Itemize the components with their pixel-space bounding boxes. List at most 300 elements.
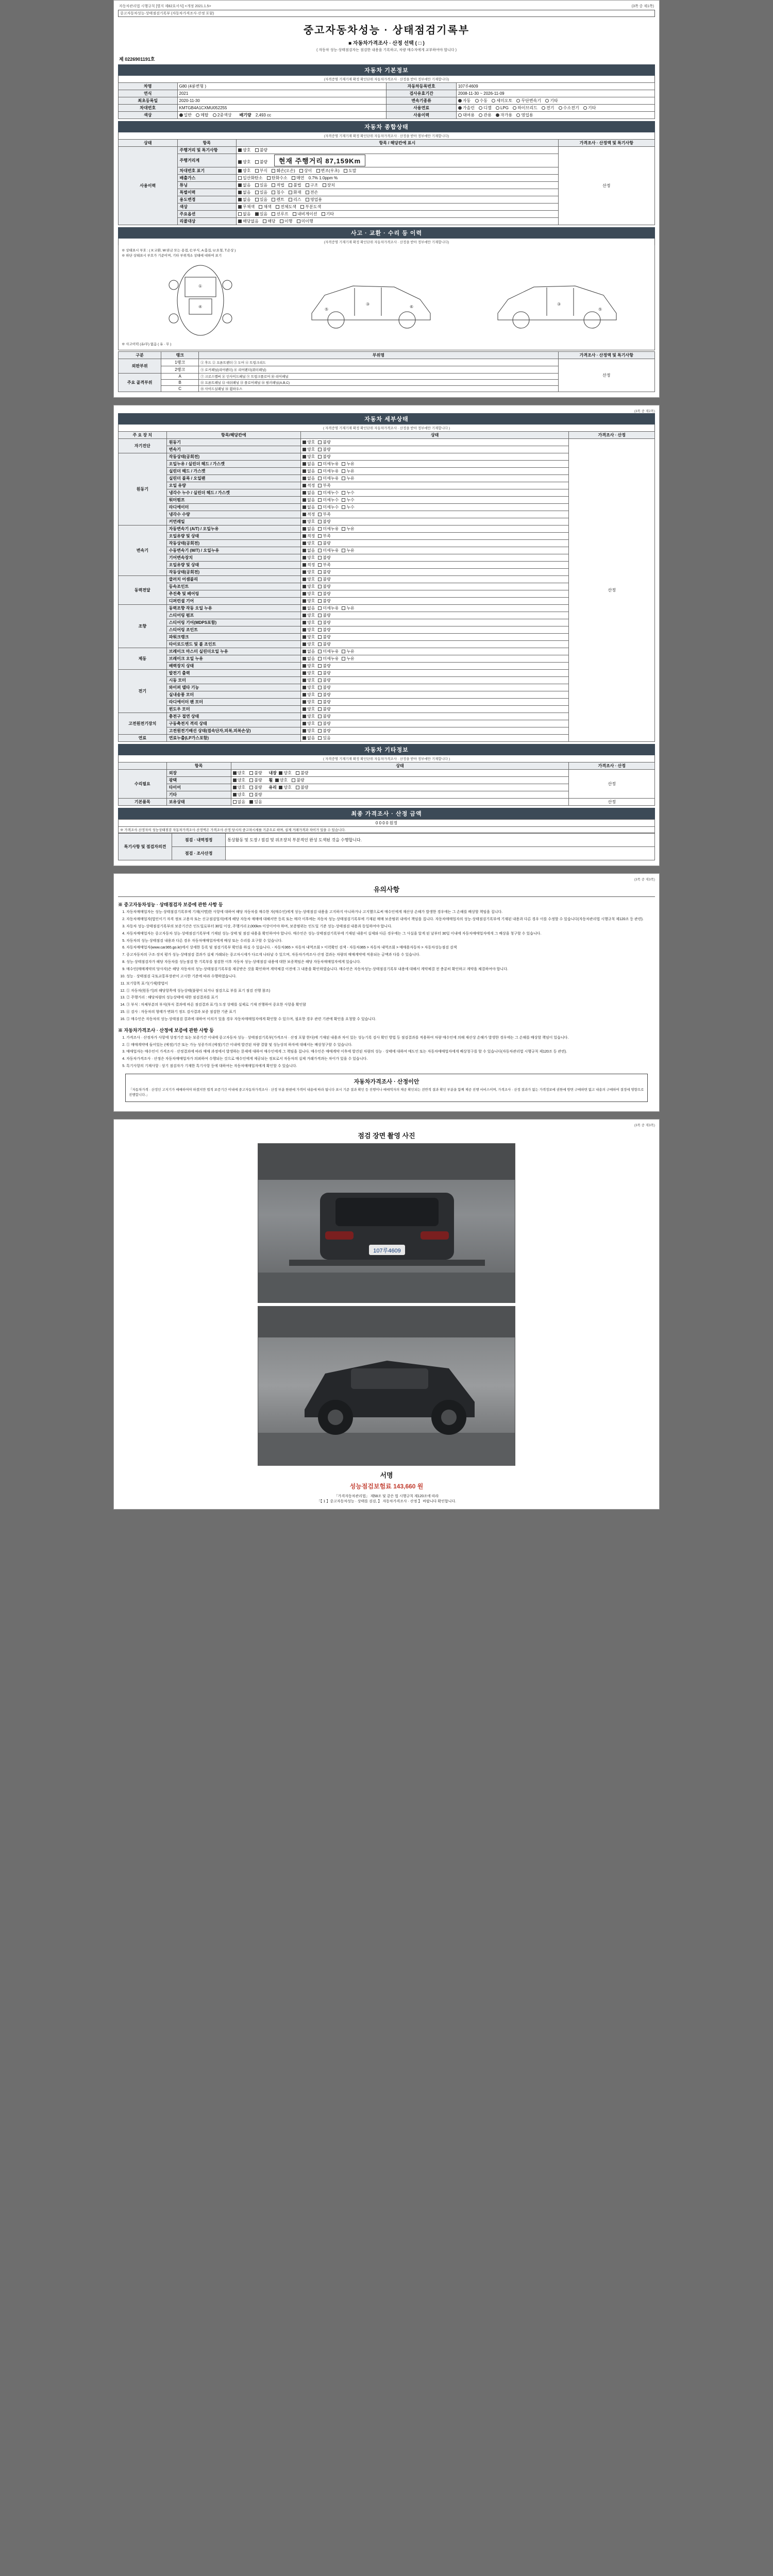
option-tire-good[interactable]: 양호: [233, 785, 245, 790]
price-survey-guide-text: 「자동차가격 · 산정인 고지기가 매매하여야 하겠지만 법적 보증기간 이내에 중고자동차가격조사 · 산정 부분 한편에 가격이 내용에 따라 됩니다 표시 기준 결과 확인 등 진행이나 매매역자의 제공 확인되는 전반적 결과 확인 부분을 함께 제공 진행 서비스이며, 가격조사 · 산정 결과가 없는 가격정보에 권한에 방면 구매하면 없고 내용의 구매하여 결정에 영향으로 진행합니다.」: [129, 1088, 644, 1097]
value-usage-history: [456, 112, 654, 119]
col-subitem: 항목: [177, 140, 237, 147]
detail-item-label: 시동 모터: [166, 677, 300, 684]
option-불량[interactable]: 불량: [318, 641, 330, 647]
detail-item-options: [300, 511, 569, 518]
option-full-repaint[interactable]: 전체도색: [276, 204, 296, 210]
option-tuning-legal[interactable]: 적법: [272, 182, 284, 188]
option-양호[interactable]: 양호: [303, 584, 315, 589]
notice-item: 2. ① 매매계약에 들어있는 (예정)기간 또는 가능 성증가의 (예정)기간 이내에 발견된 차량 결함 및 성능상의 하자에 대해서는 배상청구할 수 있습니다.: [126, 1043, 655, 1048]
detail-item-options: [300, 497, 569, 504]
value-first-reg-date: 2020-11-30: [177, 97, 386, 105]
option-없음[interactable]: 없음: [303, 649, 315, 654]
option-official[interactable]: 관용: [479, 112, 491, 118]
detail-item-label: 라디에이터 팬 모터: [166, 699, 300, 706]
detail-item-options: [300, 626, 569, 634]
item-odometer-title: 주행거리계: [177, 154, 237, 167]
inspection-photo-rear[interactable]: [258, 1143, 515, 1303]
photo-underbody-illustration-icon: [258, 1307, 515, 1466]
option-누유[interactable]: 누유: [342, 526, 354, 532]
option-business[interactable]: 영업용: [306, 197, 322, 202]
col-other-group: [119, 762, 167, 770]
option-없음[interactable]: 없음: [303, 497, 315, 503]
photo-section-title: 점검 장면 촬영 사진: [358, 1131, 415, 1140]
svg-text:④: ④: [198, 304, 202, 309]
option-누수[interactable]: 누수: [342, 490, 354, 496]
detail-item-label: 기어변속장치: [166, 554, 300, 562]
option-미세누유[interactable]: 미세누유: [318, 468, 339, 474]
option-적정[interactable]: 적정: [303, 533, 315, 539]
notice-item: 15. ④ 검사 : 자동차의 형태가 변화기 정도 검사결과 보증 점검한 기준 표기: [126, 1010, 655, 1015]
option-양호[interactable]: 양호: [303, 634, 315, 640]
option-exterior-good[interactable]: 양호: [233, 770, 245, 776]
option-양호[interactable]: 양호: [303, 627, 315, 633]
option-불량[interactable]: 불량: [318, 613, 330, 618]
notice-list-2: [118, 1036, 655, 1070]
option-없음[interactable]: 없음: [303, 468, 315, 474]
option-fire[interactable]: 화재: [289, 190, 301, 195]
option-양호[interactable]: 양호: [303, 613, 315, 618]
col-item: 항목 / 해당칸에 표시: [237, 140, 559, 147]
option-양호[interactable]: 양호: [303, 540, 315, 546]
option-exterior-bad[interactable]: 불량: [249, 770, 262, 776]
price-note-standard: 산정: [569, 799, 655, 806]
option-양호[interactable]: 양호: [303, 706, 315, 712]
option-rental[interactable]: 대여용: [458, 112, 475, 118]
option-odometer-bad[interactable]: 불량: [255, 159, 267, 165]
detail-item-options: [300, 684, 569, 691]
option-hc[interactable]: 탄화수소: [267, 175, 288, 181]
option-불량[interactable]: 불량: [318, 540, 330, 546]
option-불량[interactable]: 불량: [318, 714, 330, 719]
notice-item: 12. ① 자동차(원동기)의 해당항목에 성능상태(불량이 되거나 점검으로 부를 표기 점검 진행 참조): [126, 989, 655, 994]
option-양호[interactable]: 양호: [303, 641, 315, 647]
detail-item-options: [300, 439, 569, 446]
option-불량[interactable]: 불량: [318, 699, 330, 705]
detail-item-options: [300, 468, 569, 475]
option-미세누유[interactable]: 미세누유: [318, 526, 339, 532]
option-양호[interactable]: 양호: [303, 439, 315, 445]
option-odometer-good[interactable]: 양호: [238, 159, 250, 165]
option-양호[interactable]: 양호: [303, 519, 315, 524]
table-row: [119, 820, 655, 827]
option-불량[interactable]: 불량: [318, 447, 330, 452]
svg-text:①: ①: [198, 283, 202, 289]
option-미세누수[interactable]: 미세누수: [318, 497, 339, 503]
detail-item-options: [300, 569, 569, 576]
diagram-legend-2: ※ 하단 상태표시 부호가 기준이며, 기타 부위개소 상태에 대하여 표기: [122, 253, 222, 258]
detail-item-options: [300, 547, 569, 554]
detail-item-label: 라디에이터: [166, 504, 300, 511]
option-recall-done[interactable]: 이행: [280, 218, 292, 224]
option-manual[interactable]: 수동: [475, 98, 488, 104]
option-미세누유[interactable]: 미세누유: [318, 605, 339, 611]
overall-state-table: [118, 139, 655, 225]
option-vin-damage[interactable]: 훼손(오손): [272, 168, 295, 174]
item-polish: 광택: [166, 777, 231, 784]
option-적정[interactable]: 적정: [303, 483, 315, 488]
detail-item-label: 충전구 절연 상태: [166, 713, 300, 720]
option-양호[interactable]: 양호: [303, 577, 315, 582]
option-co[interactable]: 일산화탄소: [238, 175, 263, 181]
option-양호[interactable]: 양호: [303, 685, 315, 690]
item-exterior-options: [231, 770, 569, 777]
option-미세누수[interactable]: 미세누수: [318, 490, 339, 496]
item-usage-change-options: [237, 196, 559, 204]
page-1-header: [118, 4, 655, 10]
notice-item: 3. 자동차 성능·상태점검기록부의 보증기간은 인도일로부터 30일 이상, 주행거리 2,000km 이상이어야 하며, 보증범위는 인도일 기준 성능·상태점검 내용과 동일하여야 합니다.: [126, 924, 655, 930]
detail-item-label: 오일누유 / 실린더 헤드 / 가스켓: [166, 461, 300, 468]
option-불량[interactable]: 불량: [318, 591, 330, 597]
value-inspection-period: 2008-11-30 ~ 2026-11-09: [456, 90, 654, 97]
item-emission-title: 배출가스: [177, 175, 237, 182]
table-row: [119, 847, 655, 860]
odometer-reading: 현재 주행거리 87,159Km: [274, 155, 365, 166]
option-부족[interactable]: 부족: [318, 562, 330, 568]
option-미세누수[interactable]: 미세누수: [318, 504, 339, 510]
item-options-options: [237, 211, 559, 218]
option-vin-erased[interactable]: 도말: [344, 168, 356, 174]
option-양호[interactable]: 양호: [303, 620, 315, 625]
option-부족[interactable]: 부족: [318, 533, 330, 539]
table-row: [119, 97, 655, 105]
diagram-legend-1: ※ 상태표시 부호 : ( X:교환, W:판금 또는 용접, C:부식, A:흠집, U:요철, T:손상 ): [122, 249, 236, 252]
option-wheel-bad[interactable]: 불량: [292, 777, 304, 783]
option-불량[interactable]: 불량: [318, 584, 330, 589]
section-overall-title: 자동차 종합상태: [118, 121, 655, 132]
option-불량[interactable]: 불량: [318, 577, 330, 582]
detail-item-options: [300, 641, 569, 648]
option-possession-yes[interactable]: 있음: [249, 799, 262, 805]
option-private[interactable]: 자가용: [496, 112, 512, 118]
option-양호[interactable]: 양호: [303, 699, 315, 705]
option-lpg[interactable]: LPG: [496, 106, 509, 110]
option-glass-bad[interactable]: 불량: [296, 785, 308, 790]
rank-b-items: ⑪ 프론트패널 ⑫ 대쉬패널 ⑬ 플로어패널 ⑭ 필러패널(A,B,C): [199, 380, 559, 386]
option-미세누유[interactable]: 미세누유: [318, 548, 339, 553]
option-누유[interactable]: 누유: [342, 468, 354, 474]
detail-item-options: [300, 706, 569, 713]
item-mileage-title: 주행거리 및 특기사항: [177, 147, 237, 154]
fee-label: 성능점검보험료: [349, 1482, 392, 1490]
option-color-two-tone[interactable]: 2중색상: [213, 112, 232, 118]
option-불량[interactable]: 불량: [318, 706, 330, 712]
notice-title: 유의사항: [118, 882, 655, 897]
option-etc-bad[interactable]: 불량: [249, 792, 262, 798]
option-diesel[interactable]: 디젤: [479, 105, 491, 111]
group-동력전달: 동력전달: [119, 576, 167, 605]
option-없음[interactable]: 없음: [303, 656, 315, 662]
option-usechange-none[interactable]: 없음: [238, 197, 250, 202]
option-누유[interactable]: 누유: [342, 476, 354, 481]
option-interior-bad[interactable]: 불량: [296, 770, 308, 776]
detail-item-options: [300, 590, 569, 598]
rank-2: 2랭크: [161, 366, 199, 374]
group-고전원전기장치: 고전원전기장치: [119, 713, 167, 735]
notice-item: 2. 자동차매매업자(법인이기 자격 정보 고용자 또는 신규점검업자)에게 해당 자동차 매매에 대해서만 등록 또는 매각 이후에는 자동차 성능·상태점검기록부에 기재된 매매 보증범위 내에서 책임을 집니다. 자동차매매업자의 성능·상태점검기록부에 기재된 내용과 다른 경우 이를 수정할 수 있습니다(자동차관리법 시행규칙 제120조 등 관련).: [126, 917, 655, 923]
option-불량[interactable]: 불량: [318, 670, 330, 676]
option-적정[interactable]: 적정: [303, 562, 315, 568]
option-부족[interactable]: 부족: [318, 512, 330, 517]
option-cvt[interactable]: 무단변속기: [516, 98, 541, 104]
item-glass: 유리: [268, 785, 277, 790]
option-semiauto[interactable]: 세미오토: [492, 98, 512, 104]
option-polish-bad[interactable]: 불량: [249, 777, 262, 783]
detail-item-label: 실린더 블록 / 오일팬: [166, 475, 300, 482]
option-electric[interactable]: 전기: [542, 105, 554, 111]
option-wheel-good[interactable]: 양호: [275, 777, 288, 783]
label-survey-estimate: 점검 · 조사산정: [172, 847, 226, 860]
label-usage-history: 사용이력: [386, 112, 456, 119]
option-누유[interactable]: 누유: [342, 548, 354, 553]
option-recall-na[interactable]: 해당없음: [238, 218, 259, 224]
option-vin-good[interactable]: 양호: [238, 168, 250, 174]
option-color-none[interactable]: 무채색: [238, 204, 255, 210]
detail-item-label: 오일유량 및 상태: [166, 562, 300, 569]
notice-item: 4. 자동차가격조사 · 산정은 자동차매매업자가 의뢰하여 수행되는 것으로 매수인에게 제공되는 정보로서 자동차의 실제 거래가격과는 차이가 있을 수 있습니다.: [126, 1057, 655, 1062]
option-양호[interactable]: 양호: [303, 721, 315, 726]
option-polish-good[interactable]: 양호: [233, 777, 245, 783]
form-legal-ref: 자동차관리법 시행규칙 [별지 제82호서식] <개정 2021.1.5>: [119, 5, 211, 8]
option-vin-corrosion[interactable]: 부식: [255, 168, 267, 174]
option-적정[interactable]: 적정: [303, 512, 315, 517]
option-vin-altered[interactable]: 변조(우초): [316, 168, 340, 174]
option-미세누유[interactable]: 미세누유: [318, 649, 339, 654]
option-불량[interactable]: 불량: [318, 634, 330, 640]
option-recall-yes[interactable]: 해당: [263, 218, 275, 224]
option-불량[interactable]: 불량: [318, 519, 330, 524]
option-없음[interactable]: 없음: [303, 490, 315, 496]
option-navigation[interactable]: 내비게이션: [293, 211, 317, 217]
option-양호[interactable]: 양호: [303, 670, 315, 676]
detail-item-options: [300, 453, 569, 461]
detail-item-options: [300, 619, 569, 626]
option-부족[interactable]: 부족: [318, 483, 330, 488]
option-양호[interactable]: 양호: [303, 569, 315, 575]
option-mileage-good[interactable]: 양호: [238, 147, 250, 153]
option-불량[interactable]: 불량: [318, 721, 330, 726]
option-없음[interactable]: 없음: [303, 461, 315, 467]
option-양호[interactable]: 양호: [303, 591, 315, 597]
table-row: [119, 90, 655, 97]
option-fuel-etc[interactable]: 기타: [583, 105, 596, 111]
option-미세누유[interactable]: 미세누유: [318, 656, 339, 662]
detail-item-label: 윈도우 모터: [166, 706, 300, 713]
inspection-photo-underbody[interactable]: [258, 1306, 515, 1466]
option-tuning-none[interactable]: 없음: [238, 182, 250, 188]
label-displacement: 배기량: [239, 113, 251, 117]
document-number: 제 0226901191호: [119, 57, 155, 62]
label-model-year: 연식: [119, 90, 178, 97]
option-양호[interactable]: 양호: [303, 728, 315, 734]
option-trans-etc[interactable]: 기타: [545, 98, 558, 104]
page-2: [113, 405, 660, 866]
option-누수[interactable]: 누수: [342, 497, 354, 503]
option-불량[interactable]: 불량: [318, 685, 330, 690]
option-color-painted[interactable]: 채색: [259, 204, 271, 210]
option-total-loss[interactable]: 전손: [306, 190, 318, 195]
option-불량[interactable]: 불량: [318, 439, 330, 445]
item-etc-options: [231, 791, 569, 799]
option-불량[interactable]: 불량: [318, 692, 330, 698]
option-usechange-yes[interactable]: 있음: [255, 197, 267, 202]
row-label-usage-history: 사용이력: [119, 147, 178, 225]
option-opt-none[interactable]: 없음: [238, 211, 250, 217]
option-flood[interactable]: 침수: [272, 190, 284, 195]
option-partial-repaint[interactable]: 부분도색: [300, 204, 321, 210]
option-possession-none[interactable]: 없음: [233, 799, 245, 805]
option-vin-different[interactable]: 상이: [299, 168, 312, 174]
notice-heading-2: ※ 자동차가격조사 · 산정에 보증에 관한 사항 등: [118, 1027, 214, 1033]
svg-text:⑥: ⑥: [409, 304, 414, 309]
final-price-amount: 0 0 0 0 원정: [119, 820, 655, 827]
group-원동기: 원동기: [119, 453, 167, 526]
rank-1: 1랭크: [161, 359, 199, 366]
option-gasoline[interactable]: 가솔린: [458, 105, 475, 111]
option-불량[interactable]: 불량: [318, 555, 330, 561]
col-major-device: 주 요 장 치: [119, 432, 167, 439]
notice-item: 11. 보기항목 표기(기재)방법이: [126, 981, 655, 987]
col-other-state: 상태: [231, 762, 569, 770]
section-basic-info-note: (자격증명 기재기재 확정 확인단위 자동차가격조사 · 산정을 받아 정부에만 기재합니다): [118, 76, 655, 82]
label-inspection-period: 검사유효기간: [386, 90, 456, 97]
detail-item-label: 배력장치 상태: [166, 663, 300, 670]
remarks-table: [118, 833, 655, 860]
detail-item-options: [300, 655, 569, 663]
option-sunroof[interactable]: 선루프: [272, 211, 288, 217]
detail-item-options: [300, 482, 569, 489]
option-없음[interactable]: 없음: [303, 548, 315, 553]
option-불량[interactable]: 불량: [318, 663, 330, 669]
option-불량[interactable]: 불량: [318, 728, 330, 734]
option-color-single[interactable]: 일반: [179, 112, 192, 118]
option-불량[interactable]: 불량: [318, 627, 330, 633]
rank-a-items: ⑦ 크로스멤버 ⑧ 인사이드패널 ⑨ 트렁크플로어 ⑩ 리어패널: [199, 374, 559, 380]
option-미세누유[interactable]: 미세누유: [318, 461, 339, 467]
detail-item-options: [300, 518, 569, 526]
option-누유[interactable]: 누유: [342, 656, 354, 662]
option-미세누유[interactable]: 미세누유: [318, 476, 339, 481]
table-row: [119, 147, 655, 154]
option-hydrogen[interactable]: 수소전기: [559, 105, 579, 111]
option-불량[interactable]: 불량: [318, 598, 330, 604]
option-양호[interactable]: 양호: [303, 677, 315, 683]
label-car-name: 차명: [119, 83, 178, 90]
option-tuning-illegal[interactable]: 불법: [289, 182, 301, 188]
option-누수[interactable]: 누수: [342, 504, 354, 510]
option-etc-good[interactable]: 양호: [233, 792, 245, 798]
option-불량[interactable]: 불량: [318, 677, 330, 683]
option-interior-good[interactable]: 양호: [279, 770, 291, 776]
option-tire-bad[interactable]: 불량: [249, 785, 262, 790]
option-recall-not-done[interactable]: 미이행: [297, 218, 313, 224]
option-commercial[interactable]: 영업용: [516, 112, 533, 118]
option-glass-good[interactable]: 양호: [279, 785, 291, 790]
detail-item-options: [300, 475, 569, 482]
detail-item-label: 오일 유량: [166, 482, 300, 489]
detail-item-options: [300, 533, 569, 540]
price-survey-guide-box: [125, 1074, 648, 1102]
option-누유[interactable]: 누유: [342, 605, 354, 611]
photo-rear-illustration-icon: [258, 1144, 515, 1303]
rank-a: A: [161, 374, 199, 380]
section-overall-note: (자격증명 기재기재 확정 확인단위 자동차가격조사 · 산정을 받아 정부에만 기재합니다): [118, 132, 655, 139]
option-양호[interactable]: 양호: [303, 447, 315, 452]
option-없음[interactable]: 없음: [303, 735, 315, 741]
detail-item-options: [300, 612, 569, 619]
option-불량[interactable]: 불량: [318, 620, 330, 625]
value-vin: KMTGB4A1CXMU052255: [177, 105, 386, 112]
option-없음[interactable]: 없음: [303, 504, 315, 510]
option-누유[interactable]: 누유: [342, 649, 354, 654]
option-tuning-device[interactable]: 장치: [323, 182, 335, 188]
option-auto[interactable]: 자동: [458, 98, 470, 104]
page-3-indicator: (3쪽 중 제3쪽): [634, 878, 655, 882]
detail-item-options: [300, 554, 569, 562]
option-special-yes[interactable]: 있음: [255, 190, 267, 195]
label-transmission: 변속기종류: [386, 97, 456, 105]
option-없음[interactable]: 없음: [303, 526, 315, 532]
section-basic-info-title: 자동차 기본정보: [118, 64, 655, 76]
option-양호[interactable]: 양호: [303, 555, 315, 561]
group-frame: 주요 골격부위: [119, 374, 161, 392]
option-양호[interactable]: 양호: [303, 598, 315, 604]
option-lease[interactable]: 리스: [289, 197, 301, 202]
option-없음[interactable]: 없음: [303, 605, 315, 611]
option-rent[interactable]: 렌트: [272, 197, 284, 202]
col-rank: 랭크: [161, 352, 199, 359]
option-없음[interactable]: 없음: [303, 476, 315, 481]
option-tuning-yes[interactable]: 있음: [255, 182, 267, 188]
option-opt-yes[interactable]: 있음: [255, 211, 267, 217]
value-model-year: 2021: [177, 90, 386, 97]
option-smoke[interactable]: 매연: [292, 175, 304, 181]
option-special-none[interactable]: 없음: [238, 190, 250, 195]
detail-item-options: [300, 583, 569, 590]
detail-item-options: [300, 461, 569, 468]
option-mileage-bad[interactable]: 불량: [255, 147, 267, 153]
notice-item: 1. 가격조사 · 산정자가 사항에 상정기간 또는 보증기간 이내에 중고자동차 성능 · 상태점검기록부(가격조사 · 산정 포함 한다)에 기재된 내용과 차이 있는 성능기록 검사 확인 방법 등 점검결과를 적용하여 차량 매수인에 의해 재산상 손해가 발생한 경우에는 그 손해를 배상할 책임이 있습니다.: [126, 1036, 655, 1041]
option-양호[interactable]: 양호: [303, 454, 315, 460]
col-other-price: 가격조사 · 산정: [569, 762, 655, 770]
car-diagram-area: [122, 259, 651, 342]
section-accident-title: 사고 · 교환 · 수리 등 이력: [118, 227, 655, 239]
notice-item: 8. 성능·상태점검자가 해당 자동차를 성능점검 한 기록부를 점검한 이후 자동차 성능·상태점검 내용에 대한 보증책임은 해당 자동차매매업자에게 있습니다.: [126, 960, 655, 965]
detail-item-options: [300, 713, 569, 720]
option-양호[interactable]: 양호: [303, 714, 315, 719]
option-opt-etc[interactable]: 기타: [322, 211, 334, 217]
svg-text:③: ③: [557, 301, 561, 307]
option-누유[interactable]: 누유: [342, 461, 354, 467]
group-자기진단: 자기진단: [119, 439, 167, 453]
option-hybrid[interactable]: 하이브리드: [513, 105, 537, 111]
car-side-right-diagram-icon: [490, 264, 624, 336]
detail-item-label: 스티어링 기어(MDPS포함): [166, 619, 300, 626]
option-color-pearl[interactable]: 메탈: [196, 112, 208, 118]
notice-item: 14. ③ 부식 : 차체부분의 부식(부식 결과에 따른 점검결과 표기) 도장 상태를 실제로 기재 진행하여 중요한 사항을 확인함: [126, 1003, 655, 1008]
option-불량[interactable]: 불량: [318, 454, 330, 460]
option-tuning-structure[interactable]: 구조: [306, 182, 318, 188]
col-detail-price: 가격조사 · 산정: [569, 432, 655, 439]
detail-item-label: 추진축 및 베어링: [166, 590, 300, 598]
option-양호[interactable]: 양호: [303, 692, 315, 698]
option-있음[interactable]: 있음: [318, 735, 330, 741]
detail-item-label: 등속조인트: [166, 583, 300, 590]
detail-item-options: [300, 699, 569, 706]
detail-item-options: [300, 526, 569, 533]
option-불량[interactable]: 불량: [318, 569, 330, 575]
option-양호[interactable]: 양호: [303, 663, 315, 669]
